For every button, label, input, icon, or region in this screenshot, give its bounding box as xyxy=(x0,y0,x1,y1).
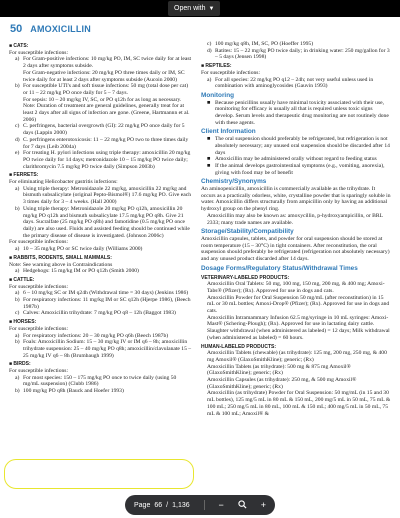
list-item: d) C. perfringens enterotoxicosis: 11 – 22 mg/kg PO two to three times daily for 7 days (Leib 2004a) xyxy=(15,136,189,150)
paragraph: Amoxicillin capsules, tablets, and powder for oral suspension should be stored at room temperature (15 – 30°C) in tight containers. After reconstitution, the oral suspension should preferably be refrigerated (refrigeration not absolutely necessary) and any unused product discarded after 14 days. xyxy=(201,235,390,263)
species-heading-ferrets: ■ FERRETS: xyxy=(9,172,39,179)
viewer-top-bar xyxy=(0,0,400,17)
birds-highlight-annotation xyxy=(4,459,194,489)
paragraph: Amoxicillin (as trihydrate) Powder for Oral Suspension: 50 mg/mL (in 15 and 30 mL bottles), 125 mg/5 mL in 80 mL & 150 mL, 200 mg/5 mL in 50 mL, 75 mL & 100 mL; 250 mg/5 mL in 80 mL, 100 mL & 150 mL; 400 mg/5 mL in 50 mL, 75 mL & 100 mL; Amoxil® & xyxy=(207,390,391,417)
page-separator: / xyxy=(166,501,169,509)
drug-title: AMOXICILLIN xyxy=(30,24,91,34)
list-item: a) Hedgehogs: 15 mg/kg IM or PO q12h (Smith 2000) xyxy=(15,268,139,275)
total-pages: 1,136 xyxy=(172,501,190,509)
text-line: For susceptible infections: xyxy=(9,368,69,375)
species-heading-horses: ■ HORSES: xyxy=(9,319,37,326)
bullet-item: ■ Amoxicillin may be administered orally without regard to feeding status xyxy=(207,156,377,163)
left-column xyxy=(9,41,192,395)
list-item: b) Foals: Amoxicillin Sodium: 15 – 30 mg/kg IV or IM q6 – 8h; amoxicillin trihydrate suspension: 25 – 40 mg/kg PO q8h; amoxicillin/clavulanate 15 – 25 mg/kg IV q6 – 8h (Brumbaugh 1999) xyxy=(15,339,192,359)
subsection-label-human: HUMAN-LABELED PRODUCTS: xyxy=(201,343,276,350)
section-heading-storage: Storage/Stability/Compatibility xyxy=(201,228,294,236)
paragraph: Amoxicillin Tablets (as trihydrate): 500 mg & 875 mg Amoxil® (GlaxoSmithKline); generic; (Rx) xyxy=(207,363,351,377)
paragraph: Amoxicillin may also be known as: amoxycillin, p-hydroxyampicillin, or BRL 2333; many trade names are available. xyxy=(207,212,383,226)
list-item: c) Calves: Amoxicillin trihydrate: 7 mg/kg PO q8 – 12h (Baggot 1983) xyxy=(15,310,176,317)
species-heading-rabbits: ■ RABBITS, RODENTS, SMALL MAMMALS: xyxy=(9,254,112,261)
text-line: For susceptible infections: xyxy=(9,239,69,246)
document-page xyxy=(0,17,400,518)
bullet-item: ■ If the animal develops gastrointestinal symptoms (e.g., vomiting, anorexia), giving with food may be of benefit xyxy=(207,162,385,176)
paragraph: An aminopenicillin, amoxicillin is commercially available as the trihydrate. It occurs as a practically odorless, white, crystalline powder that is sparingly soluble in water. Amoxicillin differs structurally from ampicillin only by having an additional hydroxyl group on the phenyl ring. xyxy=(201,186,391,213)
page-indicator xyxy=(134,502,190,509)
species-heading-reptiles: ■ REPTILES: xyxy=(201,63,232,70)
list-item: b) 100 mg/kg PO q8h (Bauck and Hoefer 1993) xyxy=(15,388,124,395)
section-heading-chemistry: Chemistry/Synonyms xyxy=(201,178,267,186)
section-heading-monitoring: Monitoring xyxy=(201,91,235,99)
chevron-down-icon: ▼ xyxy=(208,5,215,12)
page-header xyxy=(10,23,91,35)
paragraph: Amoxicillin Powder for Oral Suspension 50 mg/mL (after reconstitution) in 15 mL or 30 mL bottles; Amoxi-Drop® (Pfizer); (Rx). Approved for use in dogs and cats. xyxy=(207,294,390,315)
paragraph: Amoxicillin Tablets (chewable) (as trihydrate): 125 mg, 200 mg, 250 mg, & 400 mg Amoxil® (GlaxoSmithKline); generic; (Rx) xyxy=(207,350,387,363)
species-heading-birds: ■ BIRDS: xyxy=(9,361,31,368)
text-line: For susceptible infections: xyxy=(9,325,69,332)
open-with-label: Open with xyxy=(174,5,206,12)
text-line: For susceptible infections: xyxy=(9,49,69,56)
list-item: a) For respiratory infections: 20 – 30 mg/kg PO q6h (Beech 1987b) xyxy=(15,332,169,339)
zoom-in-icon[interactable]: + xyxy=(260,500,266,510)
list-item: a) For most species: 150 – 175 mg/kg PO once to twice daily (using 50 mg/mL suspension) (Clubb 1986) xyxy=(15,374,177,388)
bullet-item: ■ The oral suspension should preferably be refrigerated, but refrigeration is not absolutely necessary; any unused oral suspension should be discarded after 14 days xyxy=(207,136,390,156)
list-item: c) 100 mg/kg q8h, IM, SC, PO (Hoeffer 1995) xyxy=(207,41,314,47)
species-heading-cats: ■ CATS: xyxy=(9,43,29,49)
section-heading-client-info: Client Information xyxy=(201,128,256,136)
list-item: a) For all species: 22 mg/kg PO q12 – 24h; not very useful unless used in combination with aminoglycosides (Gauvin 1993) xyxy=(207,76,374,90)
list-item: b) For susceptible UTI's and soft tissue infections: 50 mg (total dose per cat) or 11 – 22 mg/kg PO once daily for 5 – 7 days. xyxy=(15,83,189,96)
paragraph: Amoxicillin Intramammary Infusion 62.5 mg/syringe in 10 mL syringes: Amoxi-Mast® (Schering-Plough); (Rx). Approved for use in lactating dairy cattle. Slaughter withdrawal (when administered as labeled) = 12 days; Milk withdrawal (when administered as labeled) = 60 hours. xyxy=(207,314,390,341)
list-item: c) C. perfringens, bacterial overgrowth (GI): 22 mg/kg PO once daily for 5 days (Lappin 2000) xyxy=(15,123,185,137)
toolbar-divider xyxy=(204,500,205,510)
pdf-page-toolbar xyxy=(125,495,275,515)
list-item: d) Ratites: 15 – 22 mg/kg PO twice daily; in drinking water: 250 mg/gallon for 3 – 5 days (Jensen 1998) xyxy=(207,47,390,61)
species-heading-cattle: ■ CATTLE: xyxy=(9,276,35,283)
text-line: For susceptible infections: xyxy=(201,69,261,76)
note-line: Note: See warning above in Contraindications xyxy=(9,261,113,268)
list-item: e) For treating H. pylori infections using triple therapy: amoxicillin 20 mg/kg PO twice daily for 14 days; metronidazole 10 – 15 mg/kg PO twice daily; clarithromycin 7.5 mg/kg PO twice daily (Simpson 2003b) xyxy=(15,150,191,170)
paragraph: Amoxicillin Capsules (as trihydrate): 250 mg, & 500 mg Amoxil® (GlaxoSmithKline); generic; (Rx) xyxy=(207,377,357,390)
paragraph: Amoxicillin Oral Tablets: 50 mg, 100 mg, 150 mg, 200 mg, & 400 mg; Amoxi-Tabs® (Pfizer); (Rx). Approved for use in dogs and cats. xyxy=(207,281,385,294)
list-item: b) Using triple therapy: Metronidazole 20 mg/kg PO q12h, amoxicillin 20 mg/kg PO q12h and bismuth subsalicylate 17.5 mg/kg PO q8h. Give 21 days. Sucralfate (25 mg/kg PO q8h) and famotidine (0.5 mg/kg PO once daily) are also used. Fluids and assisted feeding should be continued while the primary disease of disease is investigated. (Johnson 2006c) xyxy=(15,205,190,239)
list-item: a) 10 – 35 mg/kg PO or SC twice daily (Williams 2000) xyxy=(15,246,143,253)
page-number: 50 xyxy=(10,23,23,35)
list-item: a) For Gram-positive infections: 10 mg/kg PO, IM, SC twice daily for at least 2 days after symptoms subside. xyxy=(15,56,192,70)
list-item: b) For respiratory infections: 11 mg/kg IM or SC q12h (Hjerpe 1986), (Beech 1987b) xyxy=(15,297,191,310)
list-item: a) Using triple therapy: Metronidazole 22 mg/kg, amoxicillin 22 mg/kg and bismuth subsalicylate (original Pepto-Bismol®) 17.6 mg/kg PO. Give each 3 times daily for 3 – 4 weeks. (Hall 2000) xyxy=(15,185,192,206)
zoom-out-icon[interactable]: − xyxy=(218,500,224,510)
bullet-item: ■ Because penicillins usually have minimal toxicity associated with their use, monitoring for efficacy is usually all that is required unless toxic signs develop. Serum levels and therapeutic drug monitoring are not routinely done with these agents. xyxy=(207,99,389,126)
subsection-label-veterinary: VETERINARY-LABELED PRODUCTS: xyxy=(201,274,290,281)
open-with-button[interactable] xyxy=(168,1,220,16)
text-line: For susceptible infections: xyxy=(9,283,69,290)
page-label: Page xyxy=(134,501,151,509)
list-item: a) 6 – 10 mg/kg SC or IM q24h (Withdrawal time = 30 days) (Jenkins 1986) xyxy=(15,290,189,297)
right-column xyxy=(201,41,391,417)
search-icon[interactable] xyxy=(238,500,247,511)
text-line: For eliminating Helicobacter gastritis infections: xyxy=(9,179,118,186)
list-item: For Gram-negative infections: 20 mg/kg PO three times daily or IM, SC twice daily for at least 2 days after symptoms subside (Aucoin 2000) xyxy=(23,69,185,83)
list-item: For sepsis: 10 – 20 mg/kg IV, SC, or PO q12h for as long as necessary. Note: Duration of treatment are general guidelines, generally treat for at least 2 days after all signs of infection are gone. (Greene, Hartmannn et al. 2006) xyxy=(23,96,190,123)
section-heading-dosage-forms: Dosage Forms/Regulatory Status/Withdrawal Times xyxy=(201,264,358,272)
current-page[interactable]: 66 xyxy=(154,501,163,509)
